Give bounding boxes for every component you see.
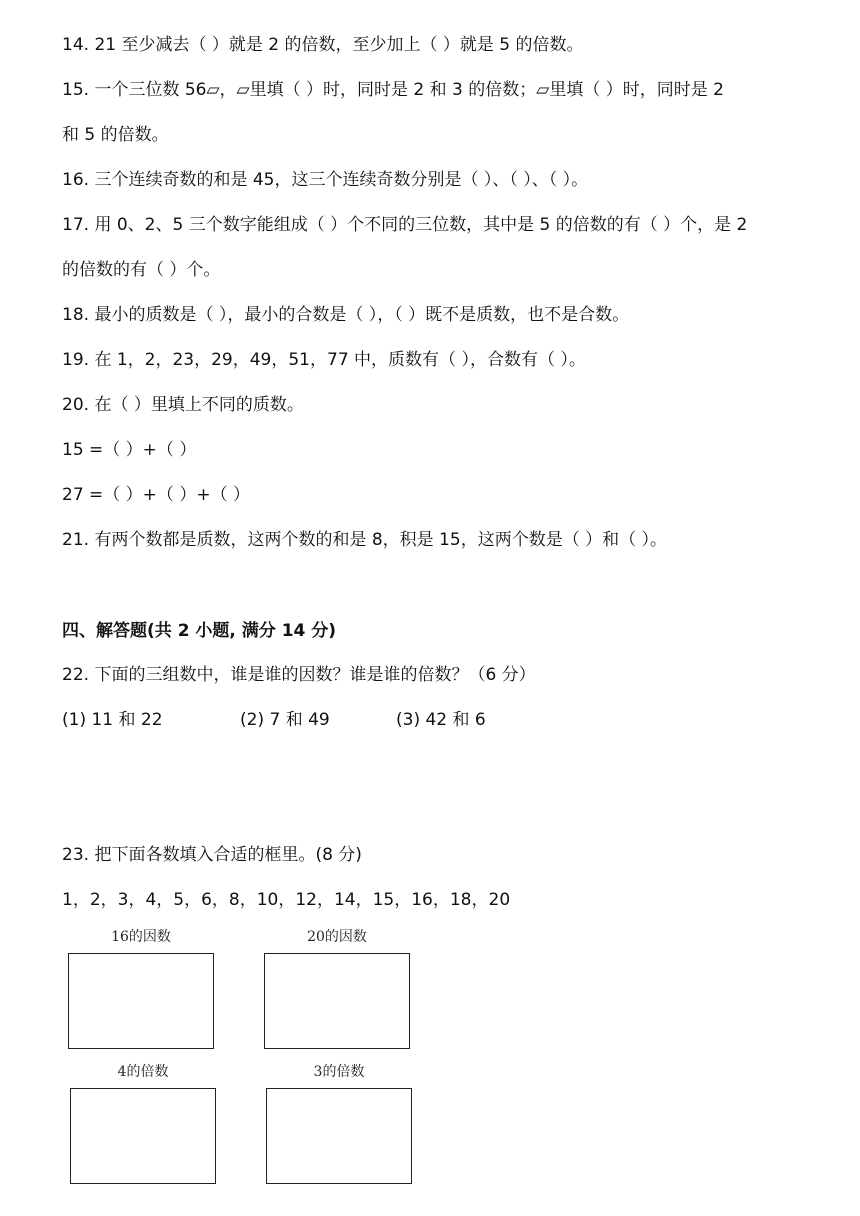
question-21: 21. 有两个数都是质数，这两个数的和是 8，积是 15，这两个数是（ ）和（ ）。 xyxy=(62,530,668,550)
box-label-factors-of-20: 20的因数 xyxy=(307,929,367,945)
answer-box-multiples-of-4[interactable] xyxy=(70,1088,216,1184)
box-label-multiples-of-3: 3的倍数 xyxy=(313,1064,365,1080)
box-label-multiples-of-4: 4的倍数 xyxy=(117,1064,169,1080)
question-20-equation-2: 27 =（ ）+（ ）+（ ） xyxy=(62,485,250,505)
box-label-factors-of-16: 16的因数 xyxy=(111,929,171,945)
question-22-part-3: (3) 42 和 6 xyxy=(396,710,486,730)
question-20: 20. 在（ ）里填上不同的质数。 xyxy=(62,395,304,415)
question-16: 16. 三个连续奇数的和是 45，这三个连续奇数分别是（ ）、（ ）、（ ）。 xyxy=(62,170,589,190)
answer-box-multiples-of-3[interactable] xyxy=(266,1088,412,1184)
question-15-line1: 15. 一个三位数 56▱，▱里填（ ）时，同时是 2 和 3 的倍数；▱里填（ ）时，同时是 2 xyxy=(62,80,724,100)
question-18: 18. 最小的质数是（ ），最小的合数是（ ），（ ）既不是质数，也不是合数。 xyxy=(62,305,630,325)
question-19: 19. 在 1，2，23，29，49，51，77 中，质数有（ ），合数有（ ）。 xyxy=(62,350,586,370)
section-4-heading: 四、解答题(共 2 小题, 满分 14 分) xyxy=(62,621,337,641)
question-17-line2: 的倍数的有（ ）个。 xyxy=(62,260,221,280)
question-20-equation-1: 15 =（ ）+（ ） xyxy=(62,440,197,460)
answer-box-factors-of-20[interactable] xyxy=(264,953,410,1049)
question-14: 14. 21 至少减去（ ）就是 2 的倍数，至少加上（ ）就是 5 的倍数。 xyxy=(62,35,584,55)
question-15-line2: 和 5 的倍数。 xyxy=(62,125,169,145)
question-23: 23. 把下面各数填入合适的框里。(8 分) xyxy=(62,845,362,865)
question-22-part-2: (2) 7 和 49 xyxy=(240,710,330,730)
question-22: 22. 下面的三组数中，谁是谁的因数？谁是谁的倍数？（6 分） xyxy=(62,665,536,685)
question-22-part-1: (1) 11 和 22 xyxy=(62,710,163,730)
answer-box-factors-of-16[interactable] xyxy=(68,953,214,1049)
question-17-line1: 17. 用 0、2、5 三个数字能组成（ ）个不同的三位数，其中是 5 的倍数的有（ ）个，是 2 xyxy=(62,215,748,235)
question-23-numbers: 1，2，3，4，5，6，8，10，12，14，15，16，18，20 xyxy=(62,890,511,910)
